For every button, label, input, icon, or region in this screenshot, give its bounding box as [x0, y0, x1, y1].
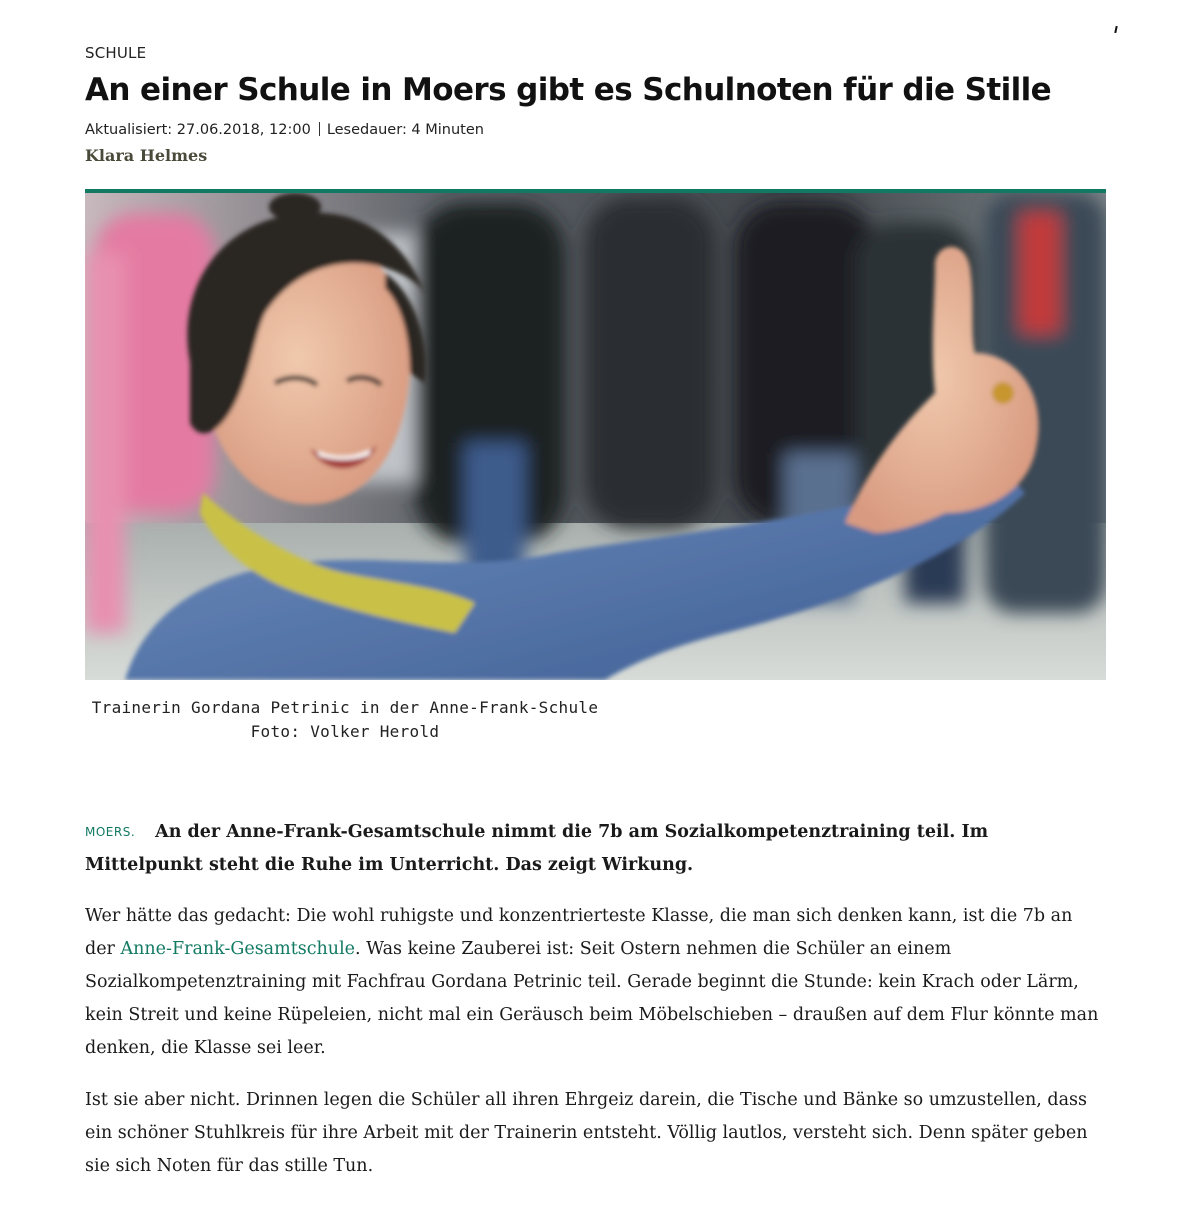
hero-photo[interactable]: [85, 193, 1106, 680]
body-paragraph-2: Ist sie aber nicht. Drinnen legen die Schüler all ihren Ehrgeiz darein, die Tische und Bänke so umzustellen, dass ein schöner Stuhlkreis für ihre Arbeit mit der Trainerin entsteht. Völlig lautlos, versteht sich. Denn später geben sie sich Noten für das stille Tun.: [85, 1090, 1088, 1176]
corner-mark: [1114, 26, 1117, 33]
body-paragraph-1: [85, 900, 1106, 1065]
reading-time: Lesedauer: 4 Minuten: [326, 122, 484, 138]
article-lead: [85, 816, 1106, 882]
p1-text-before: Wer hätte das gedacht: Die wohl ruhigste und konzentrierteste Klasse, die man sich denken kann, ist die 7b an der: [85, 906, 1073, 959]
photo-credit: Foto: Volker Herold: [250, 722, 440, 741]
dateline: MOERS.: [85, 825, 136, 839]
updated-timestamp: Aktualisiert: 27.06.2018, 12:00: [85, 122, 311, 138]
article-title: An einer Schule in Moers gibt es Schulnoten für die Stille: [85, 72, 1052, 108]
meta-separator: [319, 122, 320, 136]
section-kicker[interactable]: SCHULE: [85, 44, 147, 62]
author-name[interactable]: Klara Helmes: [85, 146, 208, 165]
p1-text-after: . Was keine Zauberei ist: Seit Ostern nehmen die Schüler an einem Sozialkompetenztraining mit Fachfrau Gordana Petrinic teil. Gerade beginnt die Stunde: kein Krach oder Lärm, kein Streit und keine Rüpeleien, nicht mal ein Geräusch beim Möbelschieben – draußen auf dem Flur könnte man denken, die Klasse sei leer.: [85, 939, 1099, 1058]
article-meta: [85, 121, 1106, 139]
article: [85, 40, 1106, 1201]
school-link[interactable]: Anne-Frank-Gesamtschule: [120, 939, 356, 959]
caption-text: Trainerin Gordana Petrinic in der Anne-Frank-Schule: [91, 698, 599, 717]
photo-caption: [85, 696, 605, 744]
hero-figure: [85, 189, 1106, 680]
lead-text: An der Anne-Frank-Gesamtschule nimmt die 7b am Sozialkompetenztraining teil. Im Mittelpunkt steht die Ruhe im Unterricht. Das zeigt Wirkung.: [85, 822, 989, 875]
